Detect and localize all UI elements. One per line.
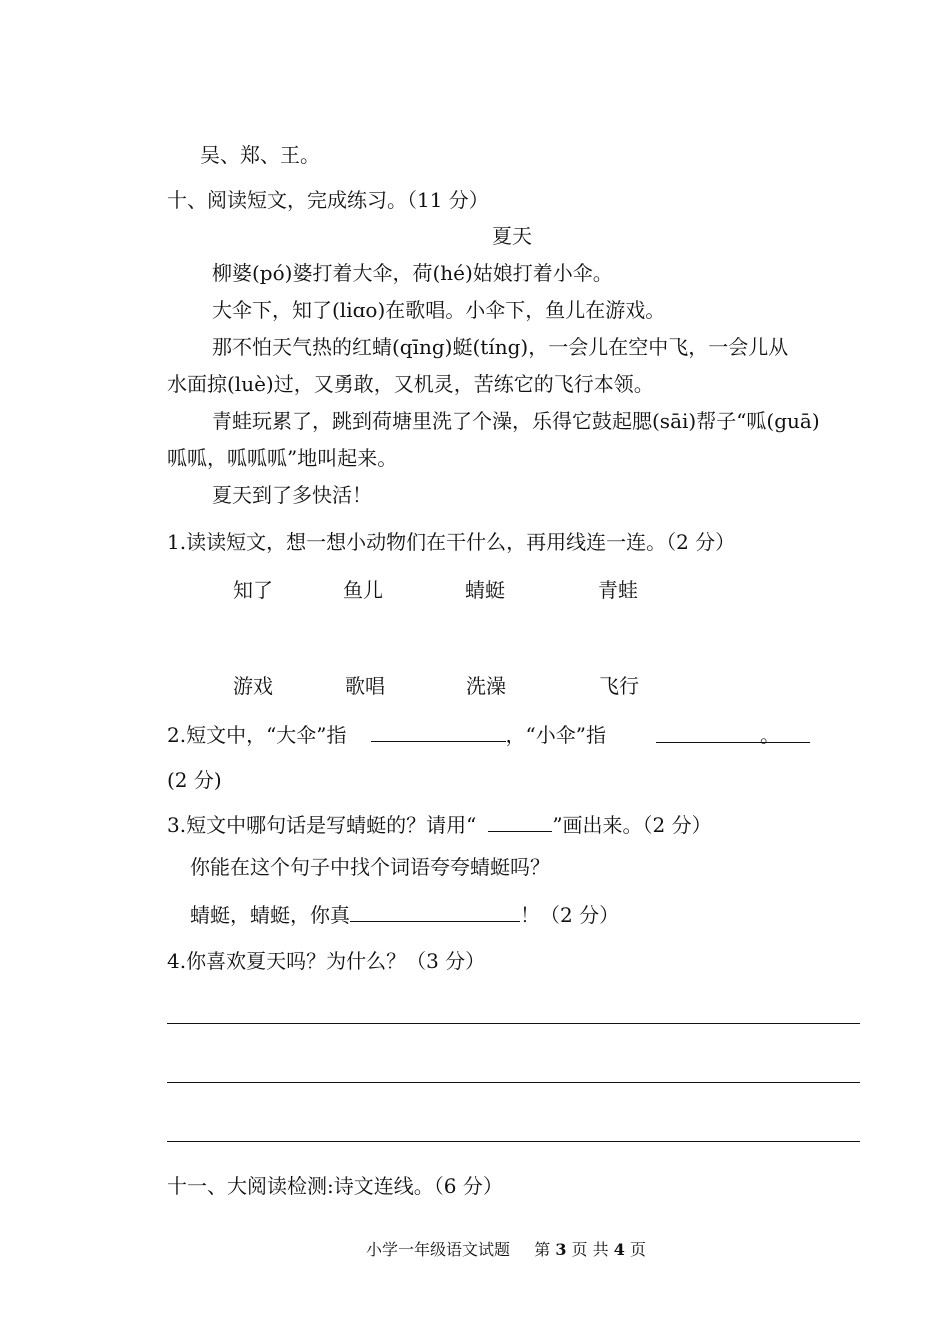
match-bottom-item[interactable]: 洗澡 xyxy=(466,674,506,698)
passage-paragraph-4a: 青蛙玩累了，跳到荷塘里洗了个澡，乐得它鼓起腮(sāi)帮子“呱(guā) xyxy=(212,409,820,433)
match-top-item[interactable]: 鱼儿 xyxy=(343,578,383,602)
passage-paragraph-2: 大伞下，知了(liɑo)在歌唱。小伞下，鱼儿在游戏。 xyxy=(212,298,666,322)
answer-rule-line[interactable] xyxy=(167,1141,860,1142)
match-top-item[interactable]: 知了 xyxy=(233,578,273,602)
section-10-heading: 十、阅读短文，完成练习。（11 分） xyxy=(167,188,489,212)
question-2-middle: ，“小伞”指 xyxy=(505,723,606,747)
section-11-heading: 十一、大阅读检测:诗文连线。（6 分） xyxy=(167,1174,503,1198)
underline-mark-sample xyxy=(488,811,552,832)
match-bottom-item[interactable]: 游戏 xyxy=(233,674,273,698)
page-footer xyxy=(366,1237,646,1260)
answer-blank-praise-word[interactable] xyxy=(350,901,520,922)
question-1: 1.读读短文，想一想小动物们在干什么，再用线连一连。（2 分） xyxy=(167,530,736,554)
footer-page-label: 第 xyxy=(534,1240,551,1259)
answer-blank-small-umbrella[interactable] xyxy=(656,722,810,747)
question-3-fill-prefix: 蜻蜓，蜻蜓，你真 xyxy=(190,903,350,927)
answer-blank-big-umbrella[interactable] xyxy=(371,721,506,742)
passage-paragraph-1: 柳婆(pó)婆打着大伞，荷(hé)姑娘打着小伞。 xyxy=(212,261,613,285)
match-bottom-item[interactable]: 歌唱 xyxy=(345,674,385,698)
passage-paragraph-5: 夏天到了多快活！ xyxy=(212,483,372,507)
question-2-prefix: 2.短文中，“大伞”指 xyxy=(167,723,347,747)
question-3-suffix: ”画出来。（2 分） xyxy=(552,813,712,837)
question-3-fill-suffix: ！（2 分） xyxy=(520,903,620,927)
passage-paragraph-4b: 呱呱，呱呱呱”地叫起来。 xyxy=(167,446,398,470)
question-3-fill xyxy=(190,901,619,928)
passage-paragraph-3b: 水面掠(luè)过，又勇敢，又机灵，苦练它的飞行本领。 xyxy=(167,372,654,396)
match-bottom-item[interactable]: 飞行 xyxy=(599,674,639,698)
footer-page-total: 4 xyxy=(613,1240,625,1259)
question-4: 4.你喜欢夏天吗？为什么？（3 分） xyxy=(167,949,486,973)
match-top-item[interactable]: 青蛙 xyxy=(598,578,638,602)
answer-rule-line[interactable] xyxy=(167,1023,860,1024)
footer-page-label: 共 xyxy=(592,1240,609,1259)
footer-page-number: 3 xyxy=(555,1240,567,1259)
question-2-end: 。 xyxy=(759,723,780,747)
question-3-prefix: 3.短文中哪句话是写蜻蜓的？请用“ xyxy=(167,813,477,837)
footer-title: 小学一年级语文试题 xyxy=(366,1240,511,1259)
footer-page-label: 页 xyxy=(571,1240,588,1259)
question-2 xyxy=(167,721,810,748)
match-top-item[interactable]: 蜻蜓 xyxy=(465,578,505,602)
question-3-sub: 你能在这个句子中找个词语夸夸蜻蜓吗？ xyxy=(190,855,550,879)
passage-paragraph-3a: 那不怕天气热的红蜻(qīng)蜓(tíng)，一会儿在空中飞，一会儿从 xyxy=(212,335,789,359)
answer-line-surnames: 吴、郑、王。 xyxy=(200,143,320,167)
passage-title: 夏天 xyxy=(492,224,532,248)
question-3 xyxy=(167,811,712,838)
answer-rule-line[interactable] xyxy=(167,1082,860,1083)
question-2-score: (2 分) xyxy=(167,768,222,792)
footer-page-label: 页 xyxy=(630,1240,647,1259)
